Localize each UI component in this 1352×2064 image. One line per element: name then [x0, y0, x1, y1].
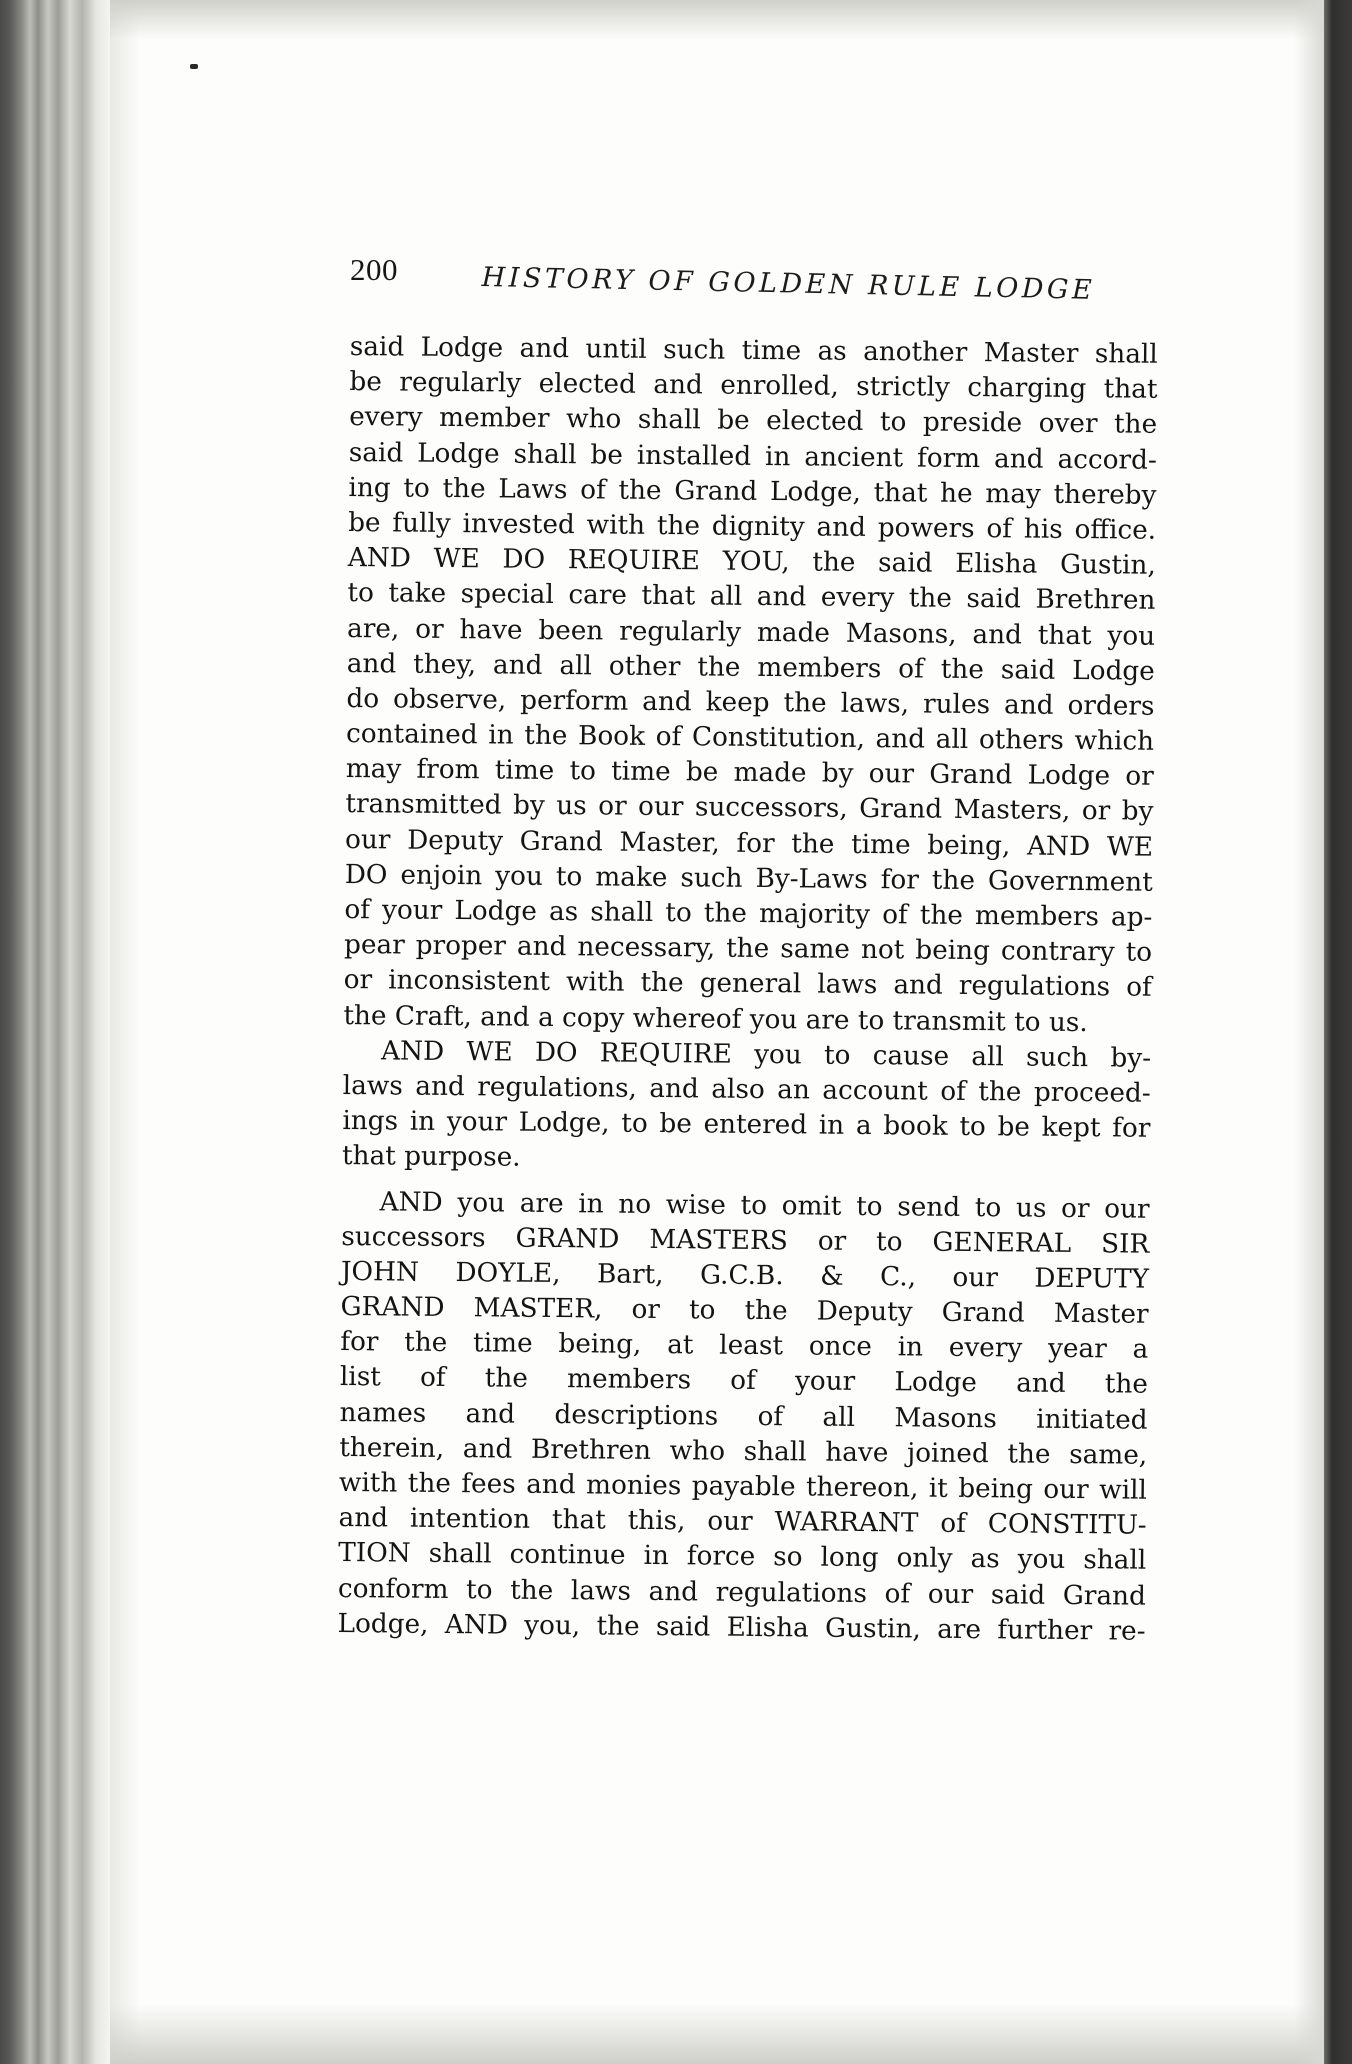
- text-line: therein, and Brethren who shall have joined the same,: [339, 1432, 1148, 1471]
- text-line: be regularly elected and enrolled, strictly charging that: [349, 367, 1158, 405]
- text-line: successors GRAND MASTERS or to GENERAL SIR: [341, 1221, 1150, 1260]
- page-number: 200: [350, 252, 398, 287]
- text-line: JOHN DOYLE, Bart, G.C.B. & C., our DEPUTY: [340, 1256, 1150, 1295]
- bottom-edge-shadow: [110, 2004, 1324, 2064]
- text-line: names and descriptions of all Masons initiated: [339, 1397, 1148, 1436]
- text-line: of your Lodge as shall to the majority of the members ap-: [344, 894, 1153, 933]
- text-line: may from time to time be made by our Grand Lodge or: [345, 754, 1154, 792]
- text-line: and intention that this, our WARRANT of CONSTITU-: [338, 1503, 1147, 1541]
- margin-speck: [190, 64, 198, 69]
- top-edge-shadow: [110, 0, 1324, 40]
- text-line: TION shall continue in force so long only as you shall: [338, 1538, 1147, 1577]
- text-line: that purpose.: [341, 1141, 521, 1173]
- text-line: transmitted by us or our successors, Grand Masters, or by: [345, 789, 1154, 828]
- text-line: said Lodge and until such time as another Master shall: [349, 331, 1158, 370]
- text-line: our Deputy Grand Master, for the time being, AND WE: [344, 824, 1154, 863]
- text-line: Lodge, AND you, the said Elisha Gustin, are further re-: [337, 1608, 1146, 1647]
- right-edge-shadow: [1294, 0, 1324, 2064]
- body-text: [337, 330, 1158, 1650]
- text-line: AND WE DO REQUIRE YOU, the said Elisha Gustin,: [347, 543, 1156, 581]
- text-line: AND WE DO REQUIRE you to cause all such by-: [380, 1036, 1152, 1074]
- text-line: do observe, perform and keep the laws, rules and orders: [346, 683, 1155, 722]
- running-head: HISTORY OF GOLDEN RULE LODGE: [481, 262, 1096, 306]
- text-line: be fully invested with the dignity and powers of his office.: [348, 507, 1157, 546]
- text-line: with the fees and monies payable thereon, it being our will: [338, 1467, 1148, 1506]
- right-book-edge: [1324, 0, 1352, 2064]
- text-line: said Lodge shall be installed in ancient form and accord-: [348, 437, 1157, 476]
- text-line: list of the members of your Lodge and the: [339, 1362, 1149, 1401]
- text-line: pear proper and necessary, the same not being contrary to: [343, 930, 1153, 968]
- text-line: ings in your Lodge, to be entered in a book to be kept for: [342, 1106, 1151, 1144]
- text-line: are, or have been regularly made Masons, and that you: [346, 613, 1156, 652]
- text-line: and they, and all other the members of the said Lodge: [346, 648, 1155, 687]
- text-line: for the time being, at least once in every year a: [340, 1327, 1149, 1365]
- gutter-shadow: [110, 0, 140, 2064]
- book-page-stack-edge: [0, 0, 110, 2064]
- text-line: or inconsistent with the general laws and regulations of: [343, 965, 1152, 1004]
- text-line: conform to the laws and regulations of our said Grand: [337, 1573, 1147, 1612]
- text-line: DO enjoin you to make such By-Laws for the Government: [344, 859, 1153, 898]
- text-line: contained in the Book of Constitution, and all others which: [345, 719, 1155, 757]
- text-line: every member who shall be elected to preside over the: [349, 402, 1158, 441]
- text-line: laws and regulations, and also an account of the proceed-: [342, 1070, 1151, 1109]
- text-line: AND you are in no wise to omit to send to us or our: [379, 1186, 1150, 1225]
- text-line: to take special care that all and every the said Brethren: [347, 578, 1156, 617]
- text-line: GRAND MASTER, or to the Deputy Grand Master: [340, 1292, 1149, 1330]
- text-line: the Craft, and a copy whereof you are to transmit to us.: [343, 1000, 1088, 1038]
- text-line: ing to the Laws of the Grand Lodge, that he may thereby: [348, 472, 1157, 511]
